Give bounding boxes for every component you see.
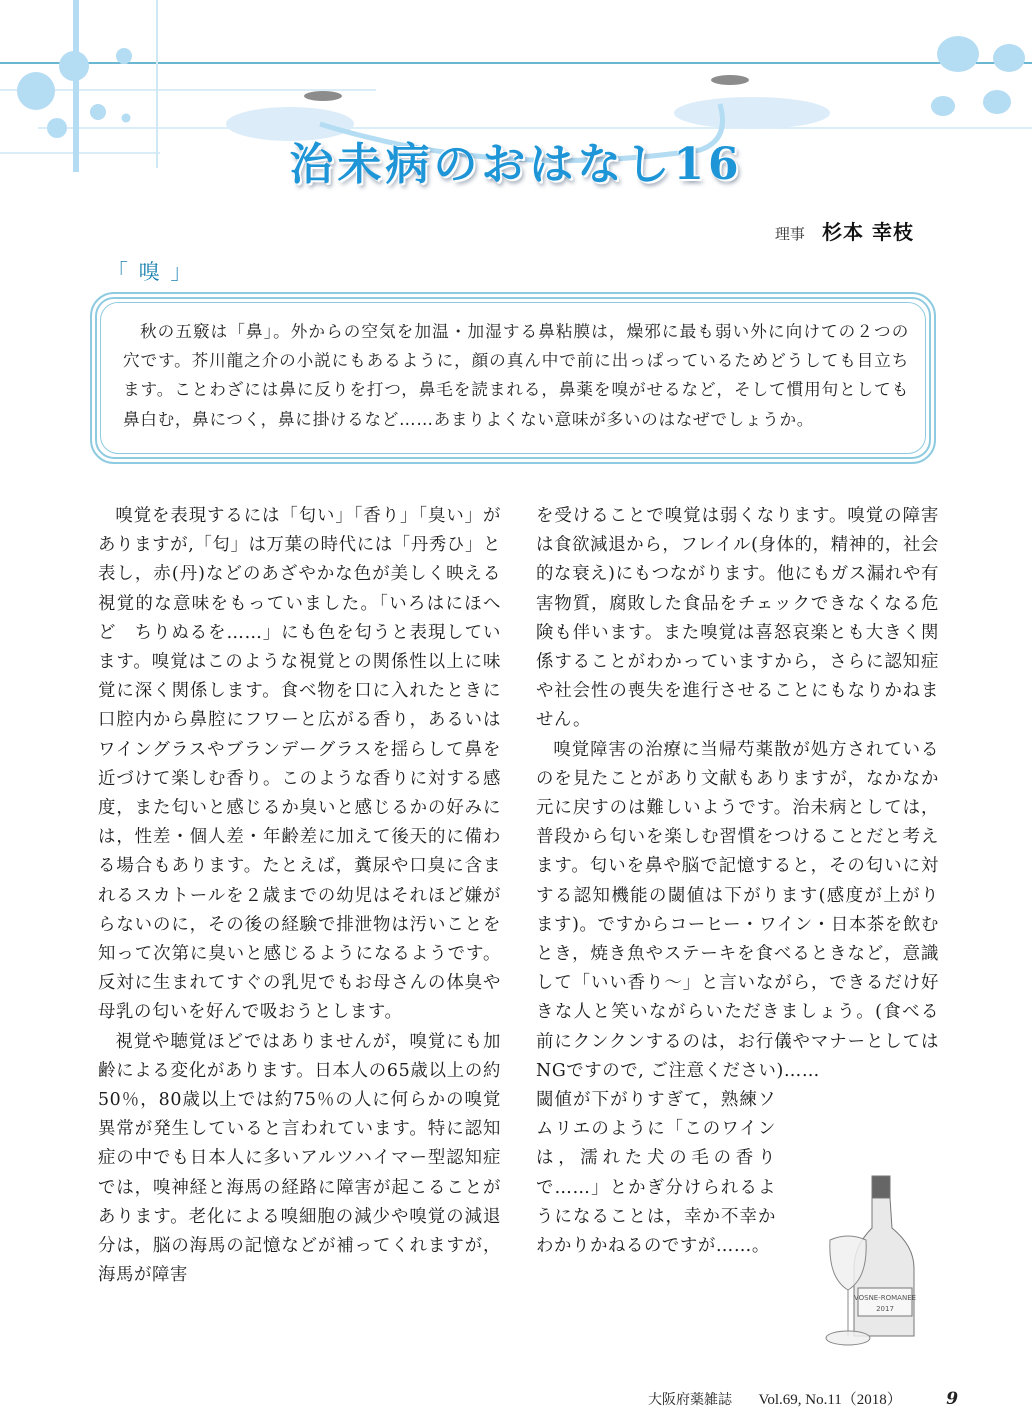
author-name: 杉本 幸枝	[822, 220, 914, 244]
author-line	[775, 216, 914, 245]
journal-name: 大阪府薬雑誌	[648, 1392, 732, 1408]
article-title: 治未病のおはなし16	[289, 139, 743, 190]
lead-text	[123, 317, 909, 434]
body-paragraph: 嗅覚を表現するには「匂い」「香り」「臭い」がありますが,「匂」は万葉の時代には「丹秀ひ」と表し，赤(丹)などのあざやかな色が美しく映える視覚的な意味をもっていました。「いろはにほへど ちりぬるを……」にも色を匂うと表現しています。嗅覚はこのような視覚との関係性以上に味覚に深く関係します。食べ物を口に入れたときに口腔内から鼻腔にフワーと広がる香り，あるいはワイングラスやブランデーグラスを揺らして鼻を近づけて楽しむ香り。このような香りに対する感度，また匂いと感じるか臭いと感じるかの好みには，性差・個人差・年齢差に加えて後天的に備わる場合もあります。たとえば，糞尿や口臭に含まれるスカトールを２歳までの幼児はそれほど嫌がらないのに，その後の経験で排泄物は汚いことを知って次第に臭いと感じるようになるようです。反対に生まれてすぐの乳児でもお母さんの体臭や母乳の匂いを好んで吸おうとします。	[98, 506, 501, 1023]
closing-paragraph: 閾値が下がりすぎて，熟練ソムリエのように「このワインは，濡れた犬の毛の香りで……」とかぎ分けられるようになることは，幸か不幸かわかりかねるのですが……。	[536, 1090, 776, 1257]
bottle-label: VOSNE-ROMANEE	[853, 1294, 917, 1302]
author-role: 理事	[774, 225, 805, 243]
journal-volume: Vol.69, No.11（2018）	[758, 1392, 902, 1408]
lead-paragraph: 秋の五竅は「鼻」。外からの空気を加温・加湿する鼻粘膜は，燥邪に最も弱い外に向けての２つの穴です。芥川龍之介の小説にもあるように，顔の真ん中で前に出っぱっているためどうしても目立ちます。ことわざには鼻に反りを打つ，鼻毛を読まれる，鼻薬を嗅がせるなど，そして慣用句としても鼻白む，鼻につく，鼻に掛けるなど……あまりよくない意味が多いのはなぜでしょうか。	[123, 322, 909, 429]
bottle-year: 2017	[876, 1305, 894, 1313]
wine-bottle-and-glass-icon	[810, 1168, 950, 1358]
body-paragraph: を受けることで嗅覚は弱くなります。嗅覚の障害は食欲減退から，フレイル(身体的，精神的，社会的な衰え)にもつながります。他にもガス漏れや有害物質，腐敗した食品をチェックできなくなる危険も伴います。また嗅覚は喜怒哀楽とも大きく関係することがわかっていますから，さらに認知症や社会性の喪失を進行させることにもなりかねません。	[536, 506, 939, 731]
bubble-dots-right	[931, 36, 1025, 116]
page-number: 9	[946, 1389, 959, 1409]
body-paragraph: 嗅覚障害の治療に当帰芍薬散が処方されているのを見たことがあり文献もありますが，なかなか元に戻すのは難しいようです。治未病としては，普段から匂いを楽しむ習慣をつけることだと考えます。匂いを鼻や脳で記憶すると，その匂いに対する認知機能の閾値は下がります(感度が上がります)。ですからコーヒー・ワイン・日本茶を飲むとき，焼き魚やステーキを食べるときなど，意識して「いい香り～」と言いながら，できるだけ好きな人と笑いながらいただきましょう。(食べる前にクンクンするのは，お行儀やマナーとしてはNGですので, ご注意ください)……	[536, 739, 939, 1081]
lead-box	[90, 292, 936, 464]
section-heading: 「 嗅 」	[107, 260, 194, 284]
body-paragraph: 視覚や聴覚ほどではありませんが，嗅覚にも加齢による変化があります。日本人の65歳以上の約50％，80歳以上では約75％の人に何らかの嗅覚異常が発生していると言われています。特に認知症の中でも日本人に多いアルツハイマー型認知症では，嗅神経と海馬の経路に障害が起こることがあります。老化による嗅細胞の減少や嗅覚の減退分は，脳の海馬の記憶などが補ってくれますが，海馬が障害	[98, 1031, 501, 1286]
page-footer	[648, 1388, 958, 1409]
body-column-right	[536, 502, 939, 1261]
body-column-left	[98, 502, 501, 1290]
